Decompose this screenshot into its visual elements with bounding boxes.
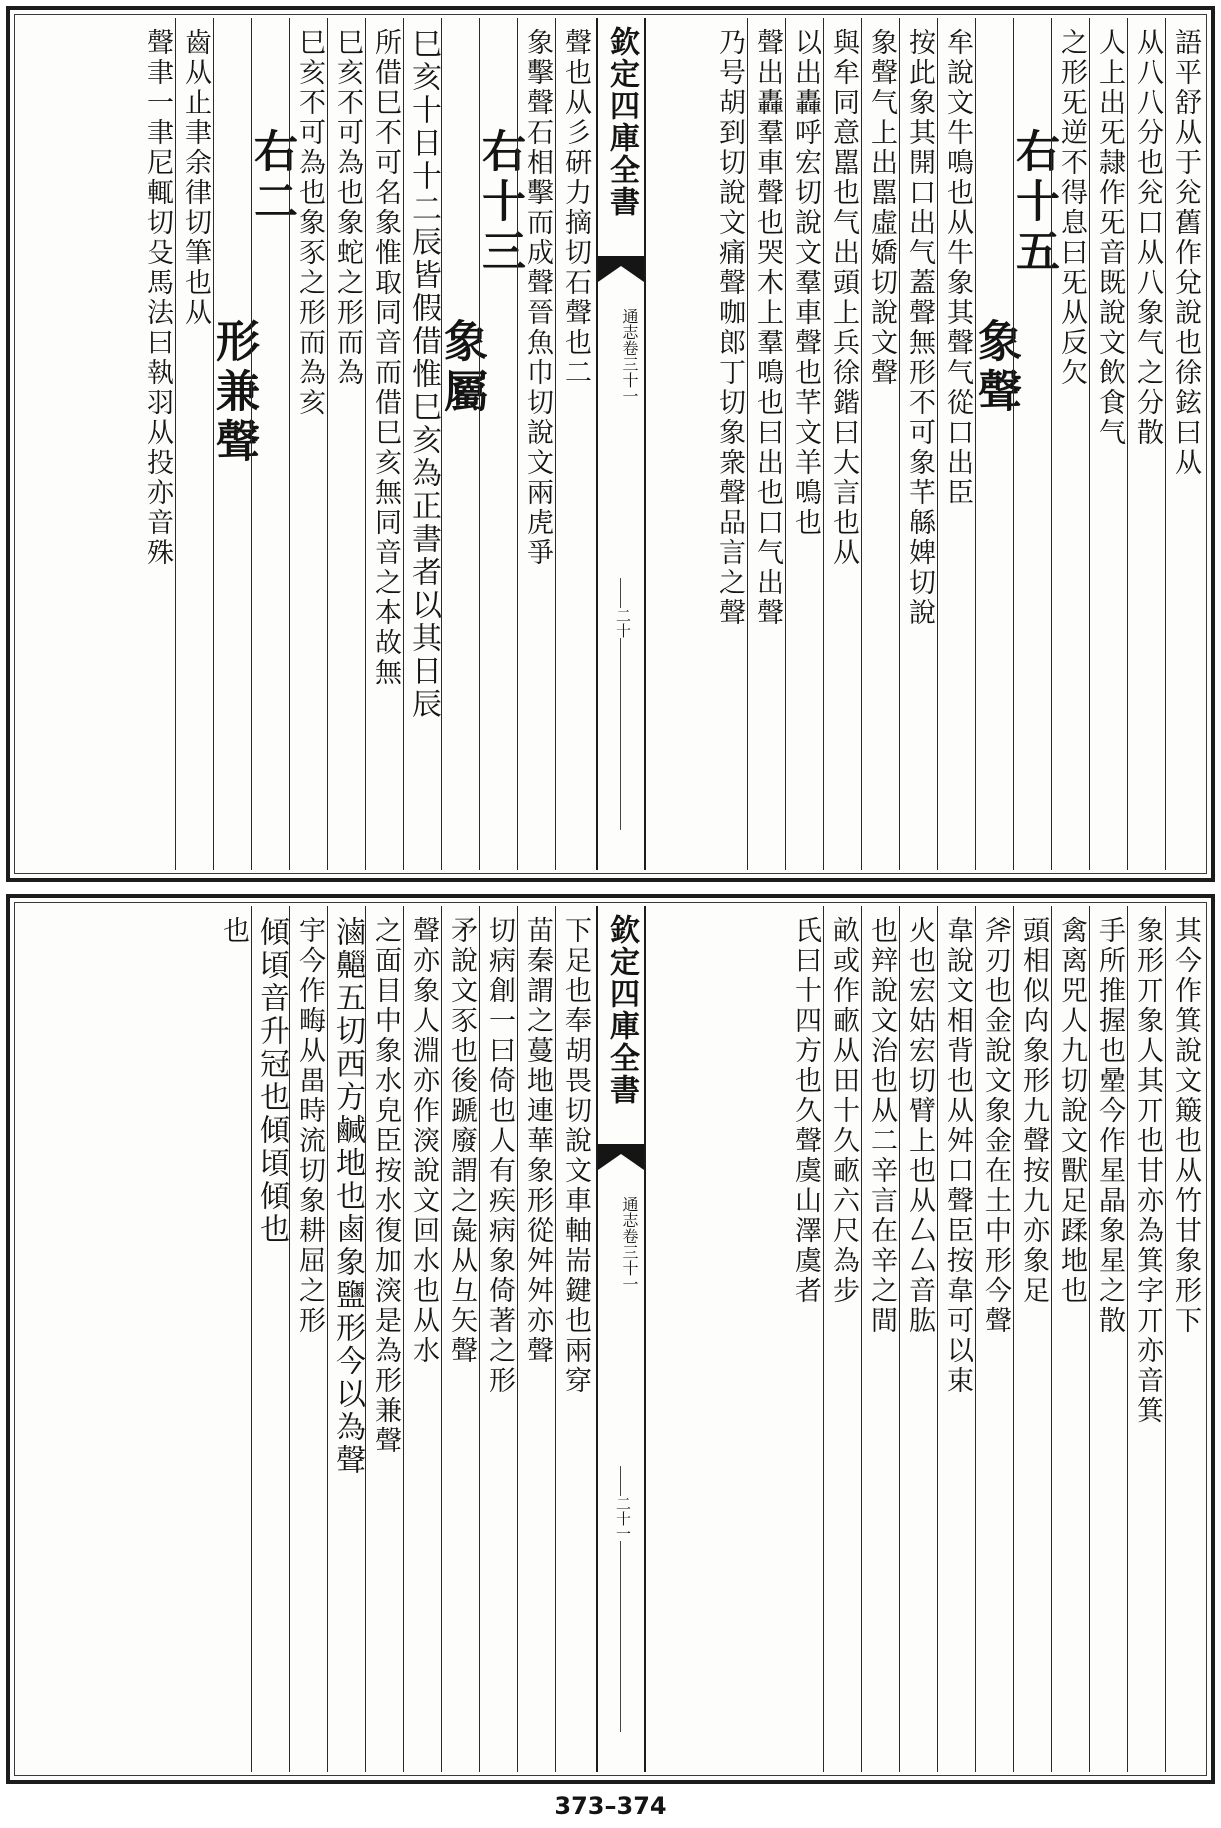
- text-column: 韋說文相背也从舛口聲臣按韋可以束: [937, 906, 975, 1772]
- text-column: 巳亥十日十二辰皆假借惟巳亥為正書者以其日辰: [403, 18, 441, 870]
- top-right-half: [628, 18, 1203, 870]
- text-column: 苗秦謂之蔓地連華象形從舛舛亦聲: [517, 906, 555, 1772]
- text-column: 牟說文牛鳴也从牛象其聲气從口出臣: [937, 18, 975, 870]
- text-column: 齒从止聿余律切筆也从: [175, 18, 213, 870]
- text-column: 其今作箕說文簸也从竹甘象形下: [1165, 906, 1203, 1772]
- volume-label: 通志卷三十一: [620, 1196, 639, 1292]
- text-column: 象聲气上出嚚虛嬌切說文聲: [861, 18, 899, 870]
- text-column: 聲聿一聿尼輒切殳馬法曰執羽从投亦音殊: [142, 28, 173, 568]
- text-column: 聲也从彡硏力摘切石聲也二: [555, 18, 593, 870]
- text-column: 从八八分也兊口从八象气之分散: [1127, 18, 1165, 870]
- section-heading: 形兼聲: [213, 18, 251, 870]
- leaf-number: 二十: [608, 608, 634, 638]
- text-column: 按此象其開口出气蓋聲無形不可象芊緜婢切說: [899, 18, 937, 870]
- section-heading: 右十三: [479, 18, 517, 870]
- text-column: 矛說文豕也後蹏廢謂之彘从彑矢聲: [441, 906, 479, 1772]
- text-column: 以出轟呼宏切說文羣車聲也芊文羊鳴也: [785, 18, 823, 870]
- text-column: 聲亦象人淵亦作㴱說文回水也从水: [403, 906, 441, 1772]
- section-heading: 右二: [251, 18, 289, 870]
- text-column: 人上出旡隷作旡音既說文飲食气: [1089, 18, 1127, 870]
- text-column: 象擊聲石相擊而成聲晉魚巾切說文兩虎爭: [517, 18, 555, 870]
- text-column: 斧刃也金說文象金在土中形今聲: [975, 906, 1013, 1772]
- text-column: 之形旡逆不得息曰旡从反欠: [1051, 18, 1089, 870]
- text-column: 宇今作畮从畕時流切象耕屈之形: [289, 906, 327, 1772]
- book-title: 欽定四庫全書: [604, 914, 639, 1106]
- text-column: 滷齆五切西方鹹地也鹵象鹽形今以為聲: [327, 906, 365, 1772]
- text-column: 巳亥不可為也象蛇之形而為: [327, 18, 365, 870]
- center-gutter: [596, 18, 646, 870]
- text-column: 與牟同意嚚也气出頭上兵徐鍇曰大言也从: [823, 18, 861, 870]
- text-column: 下足也奉胡畏切說文車軸耑鍵也兩穿: [555, 906, 593, 1772]
- top-left-half: [18, 18, 593, 870]
- text-column: 巳亥不可為也象豕之形而為亥: [289, 18, 327, 870]
- text-column: 語平舒从于兊舊作兌說也徐鉉曰从: [1165, 18, 1203, 870]
- text-column: 也辡說文治也从二辛言在辛之間: [861, 906, 899, 1772]
- text-column: 手所推握也曐今作星晶象星之散: [1089, 906, 1127, 1772]
- center-gutter: [596, 906, 646, 1772]
- section-heading: 右十五: [1013, 18, 1051, 870]
- book-title: 欽定四庫全書: [604, 26, 639, 218]
- text-column: 氏曰十四方也久聲虞山澤虞者: [790, 916, 821, 1306]
- bottom-right-half: [628, 906, 1203, 1772]
- bottom-page-panel: [6, 894, 1215, 1784]
- text-column: 之面目中象水皃臣按水復加㴱是為形兼聲: [365, 906, 403, 1772]
- text-column: 象形丌象人其丌也甘亦為箕字丌亦音箕: [1127, 906, 1165, 1772]
- text-column: 也: [218, 916, 249, 946]
- leaf-number: 二十一: [608, 1496, 634, 1541]
- text-column: 聲出轟羣車聲也哭木上羣鳴也曰出也口气出聲: [747, 18, 785, 870]
- fish-tail-icon: [598, 256, 644, 286]
- fish-tail-icon: [598, 1144, 644, 1174]
- text-column: 傾頃音升冠也傾頃傾也: [251, 906, 289, 1772]
- text-column: 畝或作畞从田十久畞六尺為步: [823, 906, 861, 1772]
- text-column: 切病創一曰倚也人有疾病象倚著之形: [479, 906, 517, 1772]
- text-column: 禽离兕人九切說文獸足蹂地也: [1051, 906, 1089, 1772]
- volume-label: 通志卷三十一: [620, 308, 639, 404]
- section-heading: 象聲: [975, 18, 1013, 870]
- section-heading: 象屬: [441, 18, 479, 870]
- text-column: 頭相似禸象形九聲按九亦象足: [1013, 906, 1051, 1772]
- bottom-left-half: [18, 906, 593, 1772]
- top-page-panel: [6, 6, 1215, 882]
- text-column: 乃号胡到切說文痛聲咖郎丁切象衆聲品言之聲: [714, 28, 745, 628]
- text-column: 所借巳不可名象惟取同音而借巳亥無同音之本故無: [365, 18, 403, 870]
- page-range-footer: 373–374: [554, 1792, 667, 1820]
- text-column: 火也宏姑宏切臂上也从厶厶音肱: [899, 906, 937, 1772]
